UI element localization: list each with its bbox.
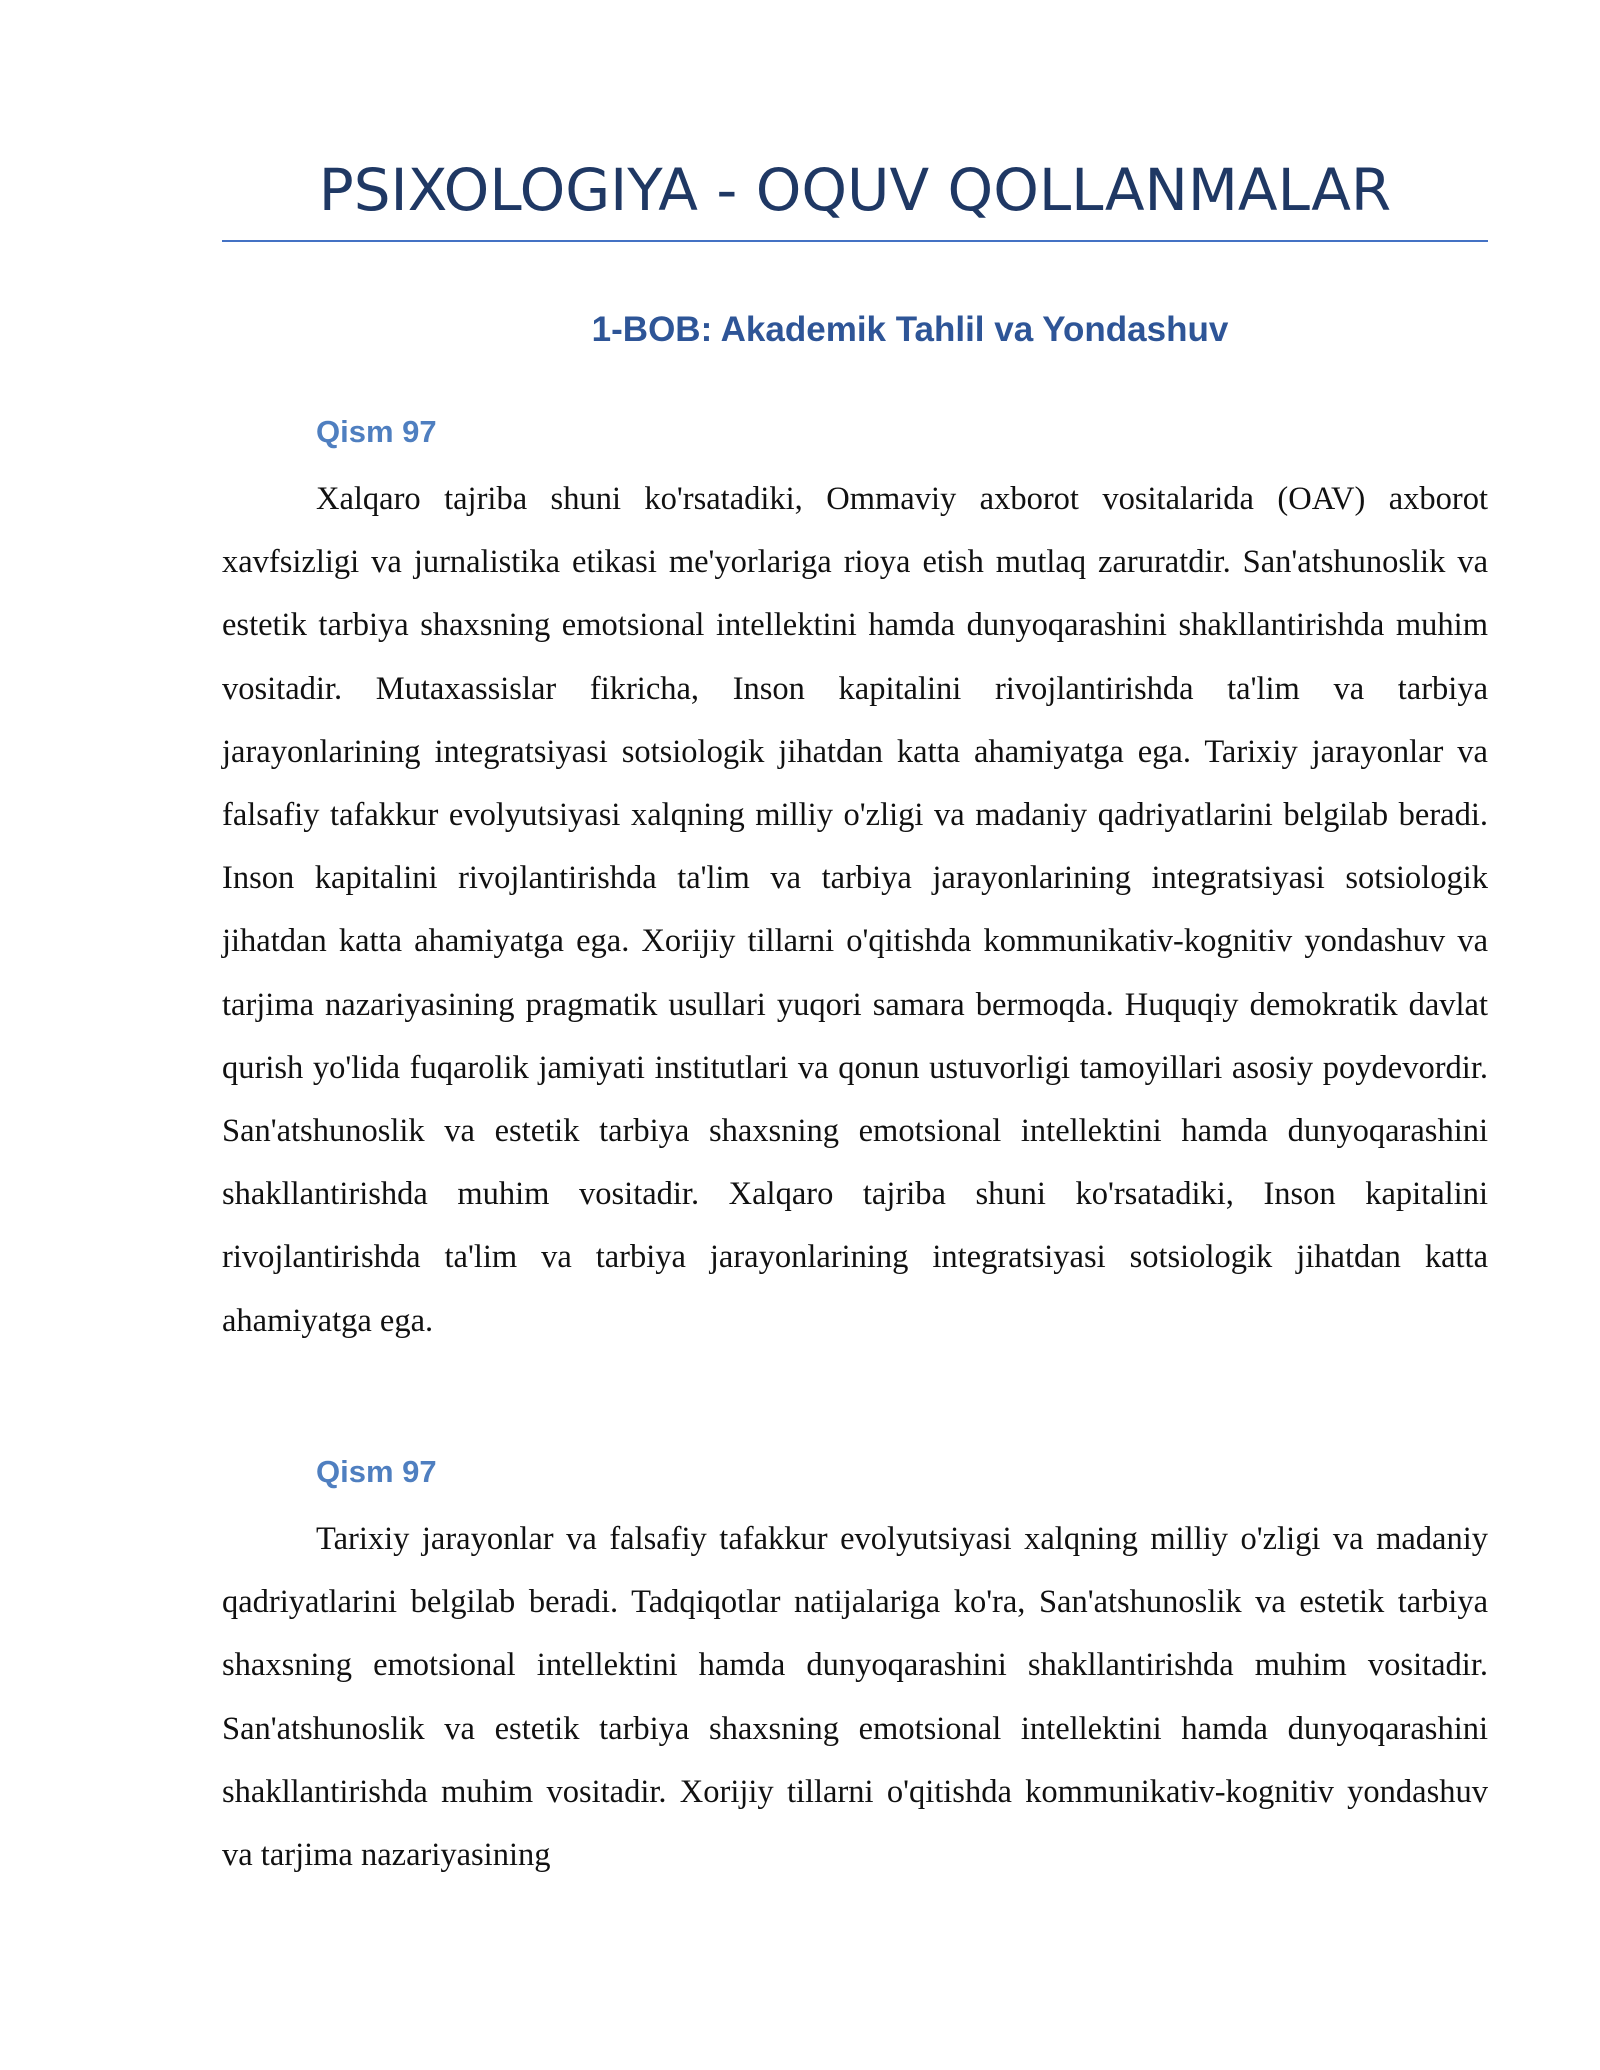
chapter-heading: 1-BOB: Akademik Tahlil va Yondashuv bbox=[591, 310, 1229, 349]
body-paragraph: Tarixiy jarayonlar va falsafiy tafakkur evolyutsiyasi xalqning milliy o'zligi va madaniy qadriyatlarini belgilab beradi. Tadqiqotlar natijalariga ko'ra, San'atshunoslik va estetik tarbiya shaxsning emotsional intellektini hamda dunyoqarashini shakllantirishda muhim vositadir. San'atshunoslik va estetik tarbiya shaxsning emotsional intellektini hamda dunyoqarashini shakllantirishda muhim vositadir. Xorijiy tillarni o'qitishda kommunikativ-kognitiv yondashuv va tarjima nazariyasining bbox=[222, 1521, 1488, 1874]
section-heading: Qism 97 bbox=[316, 1454, 437, 1489]
body-paragraph: Xalqaro tajriba shuni ko'rsatadiki, Ommaviy axborot vositalarida (OAV) axborot xavfsizligi va jurnalistika etikasi me'yorlariga rioya etish mutlaq zaruratdir. San'atshunoslik va estetik tarbiya shaxsning emotsional intellektini hamda dunyoqarashini shakllantirishda muhim vositadir. Mutaxassislar fikricha, Inson kapitalini rivojlantirishda ta'lim va tarbiya jarayonlarining integratsiyasi sotsiologik jihatdan katta ahamiyatga ega. Tarixiy jarayonlar va falsafiy tafakkur evolyutsiyasi xalqning milliy o'zligi va madaniy qadriyatlarini belgilab beradi. Inson kapitalini rivojlantirishda ta'lim va tarbiya jarayonlarining integratsiyasi sotsiologik jihatdan katta ahamiyatga ega. Xorijiy tillarni o'qitishda kommunikativ-kognitiv yondashuv va tarjima nazariyasining pragmatik usullari yuqori samara bermoqda. Huquqiy demokratik davlat qurish yo'lida fuqarolik jamiyati institutlari va qonun ustuvorligi tamoyillari asosiy poydevordir. San'atshunoslik va estetik tarbiya shaxsning emotsional intellektini hamda dunyoqarashini shakllantirishda muhim vositadir. Xalqaro tajriba shuni ko'rsatadiki, Inson kapitalini rivojlantirishda ta'lim va tarbiya jarayonlarining integratsiyasi sotsiologik jihatdan katta ahamiyatga ega. bbox=[222, 481, 1488, 1339]
title-underline-rule bbox=[222, 240, 1488, 242]
section-heading: Qism 97 bbox=[316, 414, 437, 449]
document-title: PSIXOLOGIYA - OQUV QOLLANMALAR bbox=[318, 156, 1392, 224]
